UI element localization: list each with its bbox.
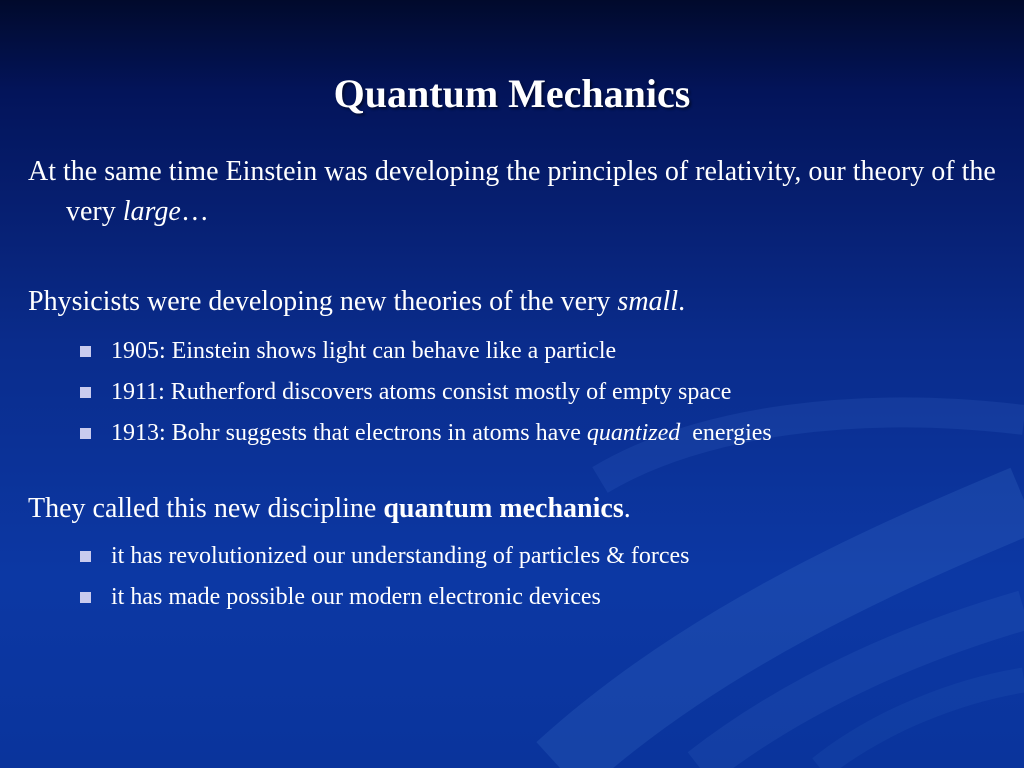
list-item [80,372,980,413]
list-item-text: it has revolutionized our understanding of particles & forces [111,543,690,569]
paragraph-small-tail: . [678,286,686,317]
bullet-square-icon [80,592,91,603]
list-item-text-tail: energies [680,420,772,446]
paragraph-discipline-tail: . [623,493,631,524]
list-item [80,536,980,577]
slide-title: Quantum Mechanics [333,71,691,116]
list-item-text: 1905: Einstein shows light can behave like a particle [111,338,617,364]
bullet-square-icon [80,551,91,562]
strong-quantum-mechanics: quantum mechanics [383,493,624,524]
list-item [80,413,980,454]
paragraph-relativity [28,152,1024,232]
list-item-text: 1911: Rutherford discovers atoms consist mostly of empty space [111,379,732,405]
paragraph-relativity-text: At the same time Einstein was developing the principles of relativity, our theory of the very [28,156,996,227]
emphasis-small: small [617,286,679,317]
history-bullet-list [80,331,980,454]
paragraph-discipline-text: They called this new discipline [28,493,384,524]
paragraph-small-theories [28,282,1024,322]
list-item-text: 1913: Bohr suggests that electrons in atoms have [111,420,587,446]
list-item [80,577,980,618]
paragraph-new-discipline [28,489,1024,529]
impact-bullet-list [80,536,980,618]
bullet-square-icon [80,428,91,439]
paragraph-small-text: Physicists were developing new theories of the very [28,286,618,317]
list-item-text: it has made possible our modern electronic devices [111,584,601,610]
paragraph-relativity-tail: … [180,196,209,227]
list-item [80,331,980,372]
emphasis-quantized: quantized [586,420,681,446]
bullet-square-icon [80,387,91,398]
emphasis-large: large [122,196,181,227]
bullet-square-icon [80,346,91,357]
